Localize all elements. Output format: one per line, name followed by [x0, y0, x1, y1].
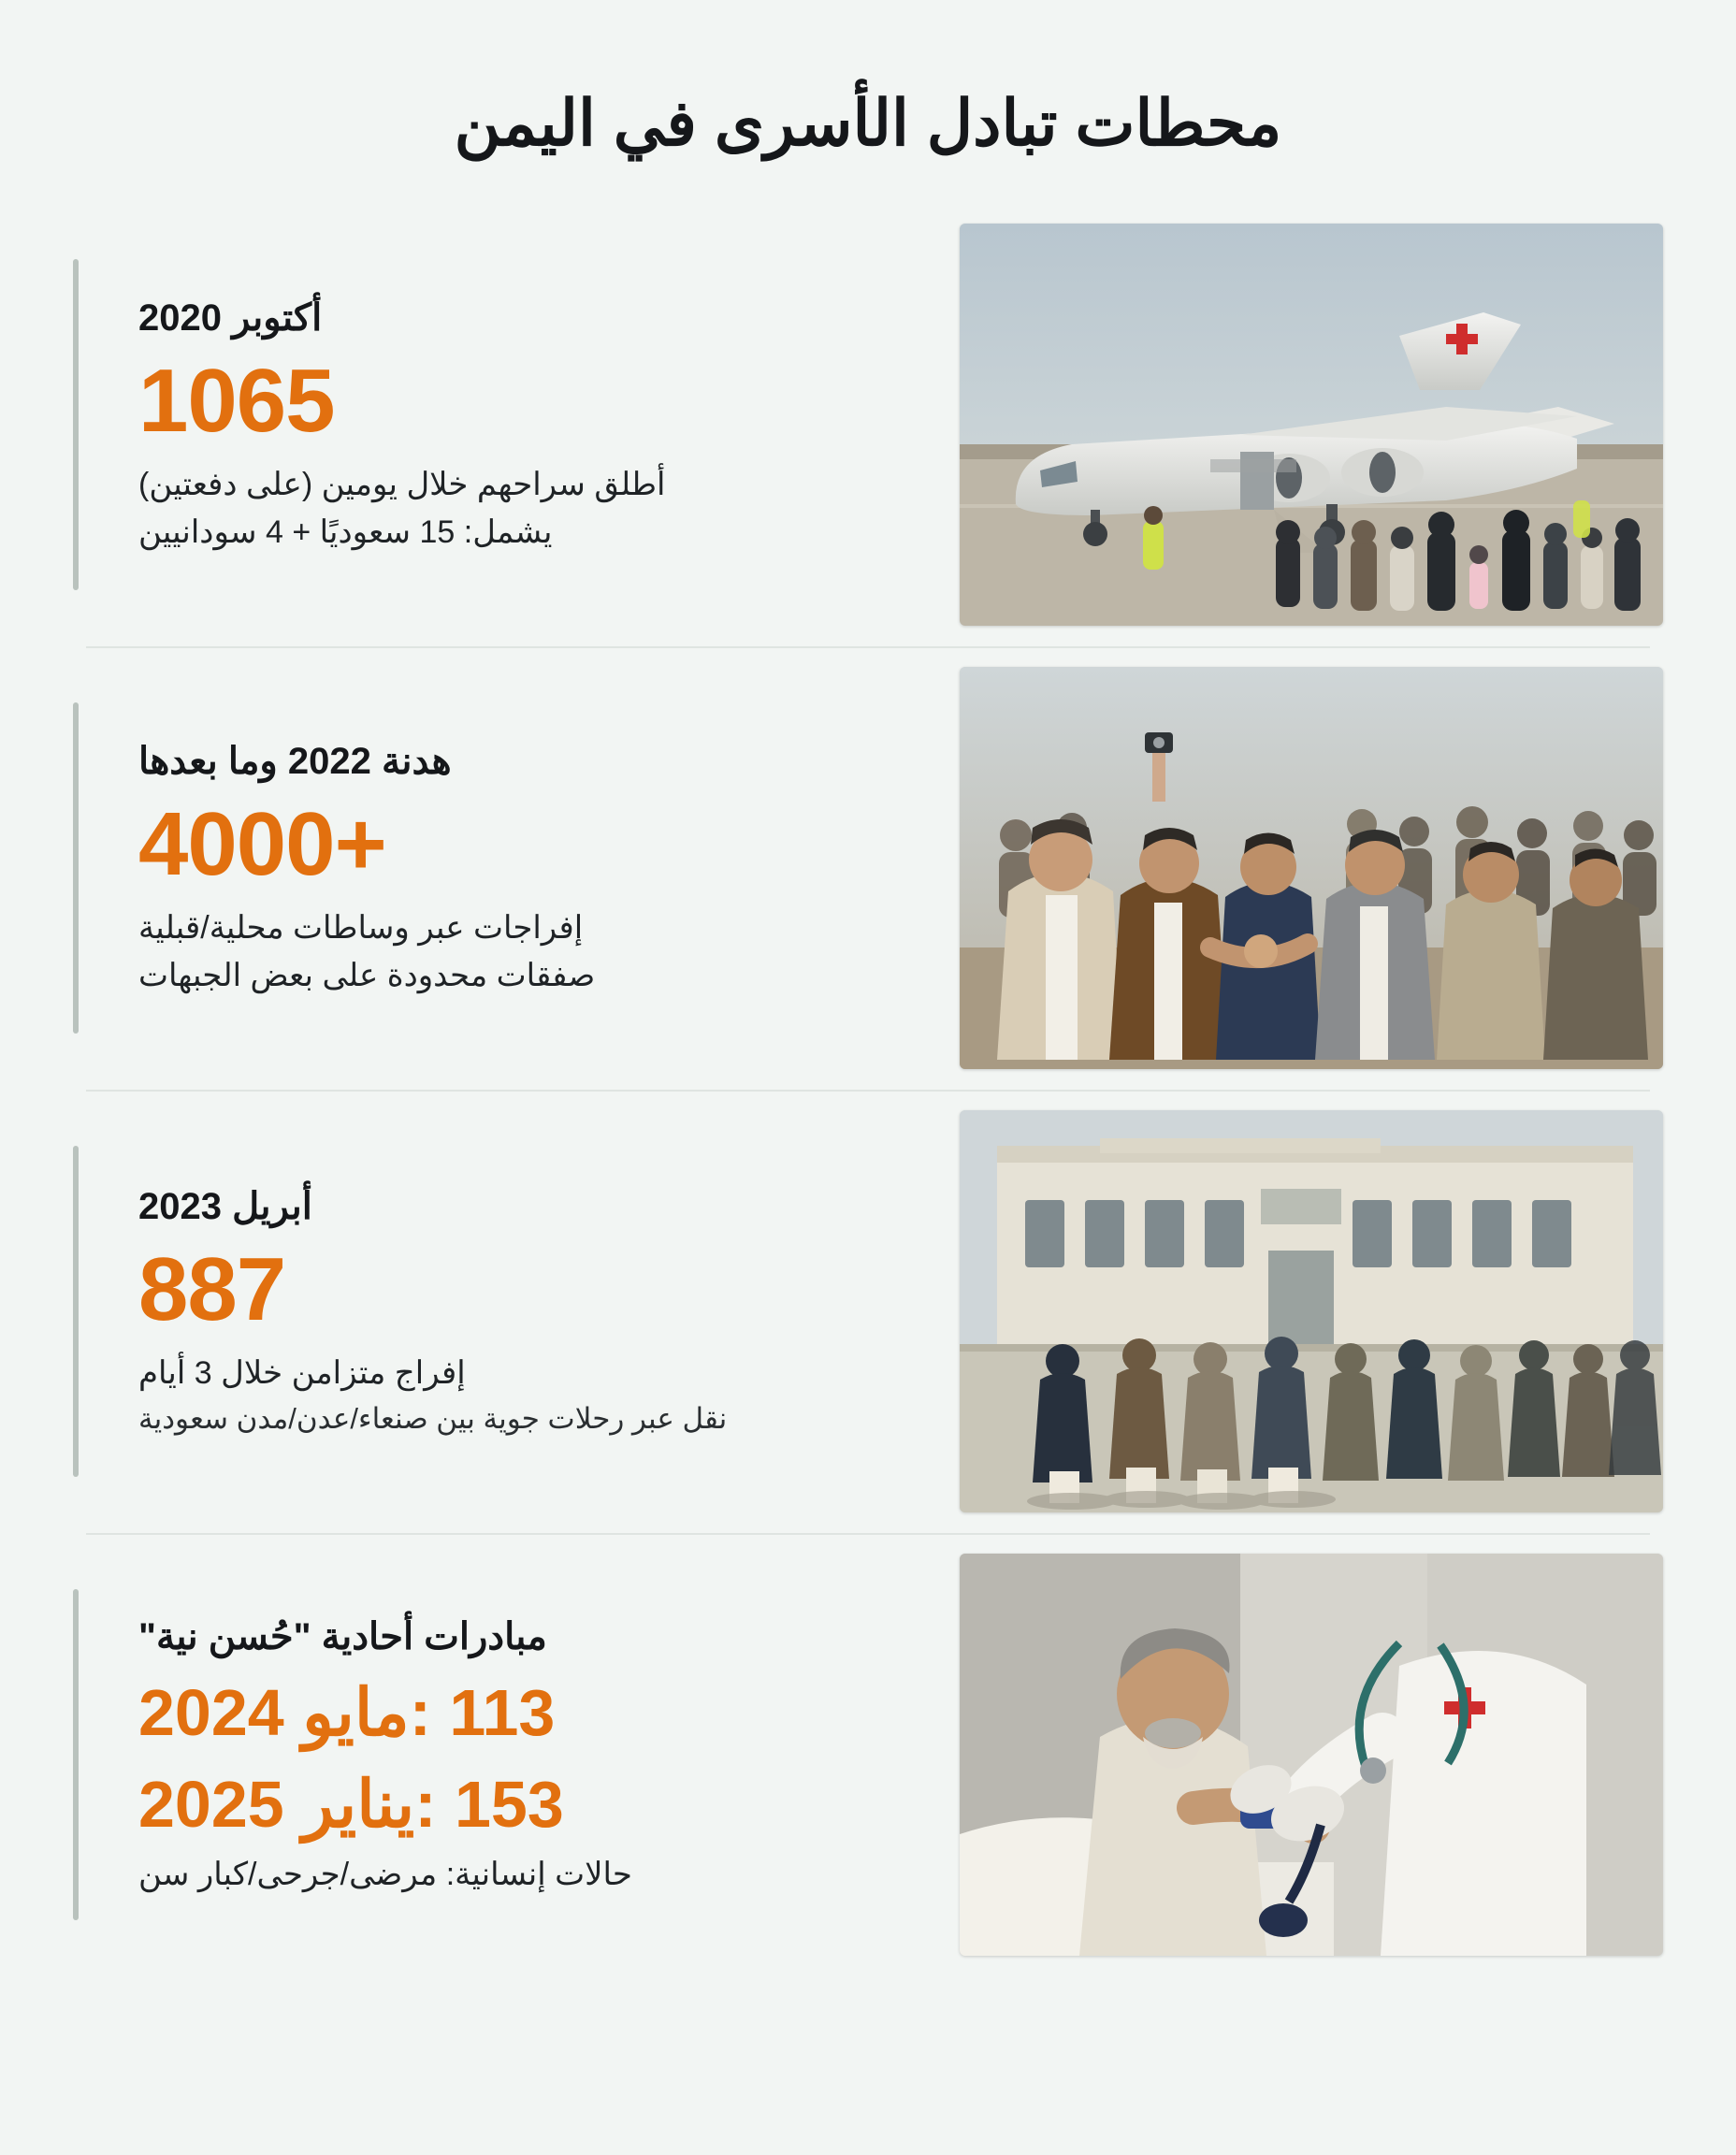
row-description-line: حالات إنسانية: مرضى/جرحى/كبار سن [138, 1856, 632, 1892]
timeline-row [73, 1090, 1663, 1533]
row-description-line: يشمل: 15 سعوديًا + 4 سودانيين [138, 513, 553, 550]
row-description-line: إفراج متزامن خلال 3 أيام [138, 1355, 466, 1391]
row-description-line: نقل عبر رحلات جوية بين صنعاء/عدن/مدن سعودية [138, 1402, 728, 1435]
row-text [79, 1612, 960, 1899]
row-period: هدنة 2022 وما بعدها [138, 741, 452, 783]
row-number: 1065 [138, 351, 335, 452]
row-number-line: 113 :مايو 2024 [138, 1675, 556, 1749]
row-description-line: إفراجات عبر وساطات محلية/قبلية [138, 909, 584, 946]
photo-medical-checkup [960, 1554, 1663, 1956]
row-text [79, 736, 960, 1000]
row-description-line: صفقات محدودة على بعض الجبهات [138, 957, 596, 993]
photo-plane-release [960, 224, 1663, 626]
row-accent-bar [73, 1146, 79, 1477]
row-accent-bar [73, 702, 79, 1034]
row-number: 887 [138, 1239, 286, 1340]
timeline-row [73, 1533, 1663, 1976]
row-period: مبادرات أحادية "حُسن نية" [138, 1615, 547, 1657]
row-accent-bar [73, 1589, 79, 1920]
row-period: أبريل 2023 [138, 1186, 312, 1228]
timeline-rows [0, 203, 1736, 1976]
row-number: +4000 [138, 794, 386, 895]
photo-released-walking [960, 1110, 1663, 1512]
timeline-row [73, 203, 1663, 646]
row-period: أكتوبر 2020 [138, 297, 323, 340]
row-number-line: 153 :يناير 2025 [138, 1767, 564, 1841]
row-description-line: أطلق سراحهم خلال يومين (على دفعتين) [138, 466, 666, 502]
timeline-row [73, 646, 1663, 1090]
row-text [79, 1181, 960, 1440]
row-accent-bar [73, 259, 79, 590]
row-text [79, 293, 960, 557]
page-title: محطات تبادل الأسرى في اليمن [454, 88, 1282, 159]
photo-handshake-crowd [960, 667, 1663, 1069]
